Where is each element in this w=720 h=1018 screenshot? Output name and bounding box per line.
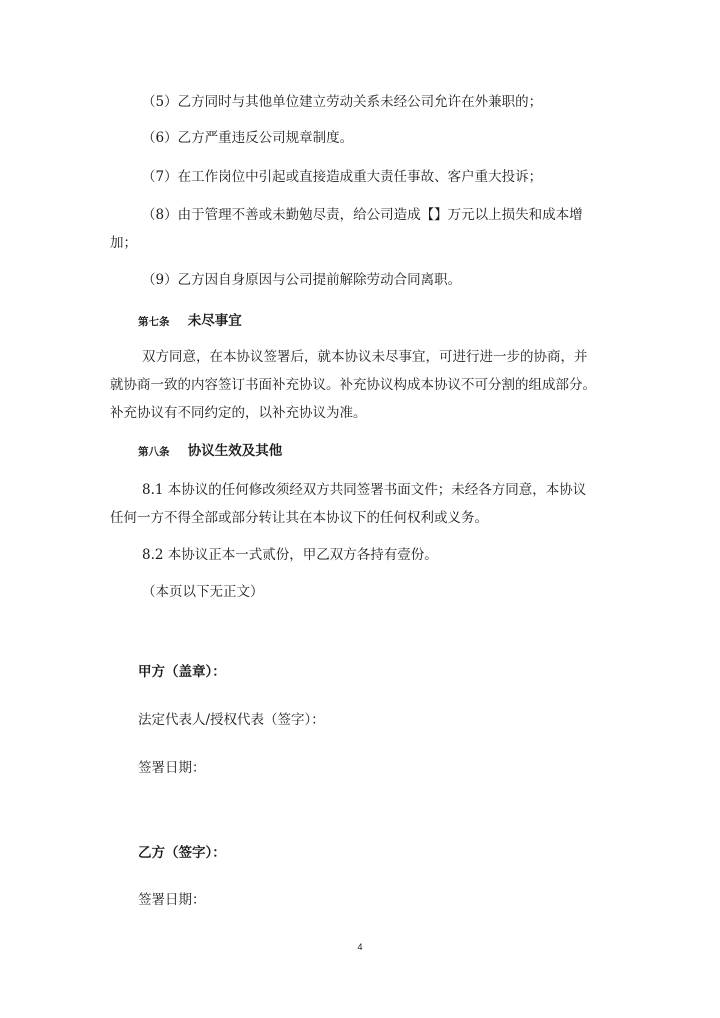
article-8-number: 第八条 <box>138 446 170 458</box>
article-7-line1: 双方同意，在本协议签署后，就本协议未尽事宜，可进行进一步的协商，并 <box>142 349 588 365</box>
clause-item-7: （7）在工作岗位中引起或直接造成重大责任事故、客户重大投诉； <box>142 169 543 185</box>
party-b-date-label: 签署日期： <box>138 892 206 908</box>
party-b-signature-label: 乙方（签字）： <box>138 845 226 861</box>
article-8-p1-line1: 8.1 本协议的任何修改须经双方共同签署书面文件；未经各方同意，本协议 <box>142 482 587 498</box>
article-7-line2: 就协商一致的内容签订书面补充协议。补充协议构成本协议不可分割的组成部分。 <box>110 377 596 393</box>
party-a-date-label: 签署日期： <box>138 760 206 776</box>
article-7-title: 未尽事宜 <box>187 313 242 329</box>
clause-item-8-line2: 加； <box>110 235 137 251</box>
no-text-note: （本页以下无正文） <box>142 584 264 600</box>
clause-item-8-line1: （8）由于管理不善或未勤勉尽责，给公司造成【】万元以上损失和成本增 <box>142 207 583 223</box>
clause-item-6: （6）乙方严重违反公司规章制度。 <box>142 130 354 146</box>
article-8-title: 协议生效及其他 <box>187 443 283 459</box>
party-a-seal-label: 甲方（盖章）： <box>138 664 226 680</box>
article-7-line3: 补充协议有不同约定的，以补充协议为准。 <box>110 405 367 421</box>
page-number: 4 <box>357 942 363 952</box>
clause-item-5: （5）乙方同时与其他单位建立劳动关系未经公司允许在外兼职的； <box>142 94 543 110</box>
article-8-p2: 8.2 本协议正本一式贰份，甲乙双方各持有壹份。 <box>142 547 438 563</box>
article-8-p1-line2: 任何一方不得全部或部分转让其在本协议下的任何权利或义务。 <box>110 510 488 526</box>
article-8-heading <box>138 441 282 462</box>
representative-signature-label: 法定代表人/授权代表（签字）： <box>138 712 325 728</box>
clause-item-9: （9）乙方因自身原因与公司提前解除劳动合同离职。 <box>142 272 462 288</box>
article-7-heading <box>138 311 242 332</box>
article-7-number: 第七条 <box>138 316 170 328</box>
